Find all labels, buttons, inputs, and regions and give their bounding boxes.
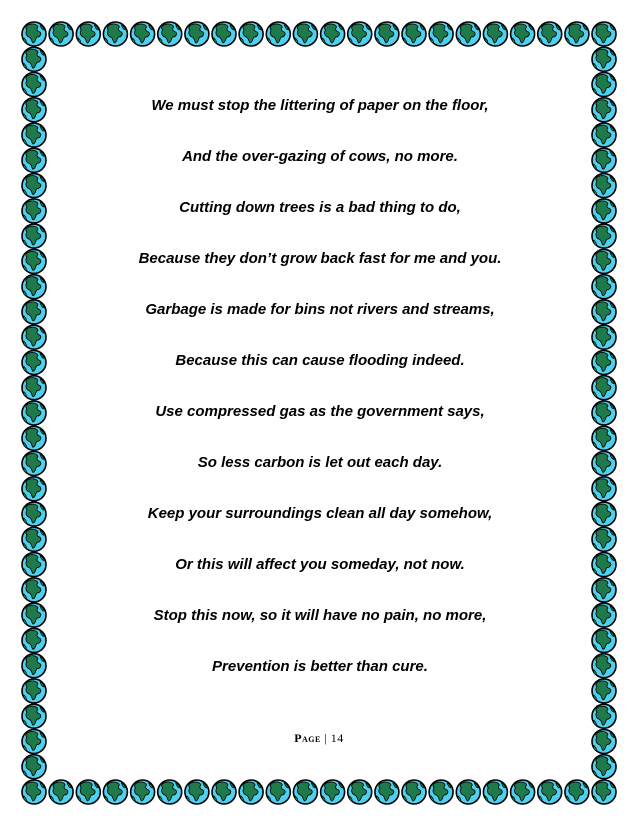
earth-globe-icon <box>592 224 616 248</box>
earth-globe-icon <box>76 22 100 46</box>
earth-globe-icon <box>592 249 616 273</box>
earth-globe-icon <box>131 780 155 804</box>
earth-globe-icon <box>592 376 616 400</box>
earth-globe-icon <box>131 22 155 46</box>
earth-globe-icon <box>22 22 46 46</box>
earth-globe-icon <box>592 401 616 425</box>
earth-globe-icon <box>22 224 46 248</box>
earth-globe-icon <box>49 780 73 804</box>
earth-globe-icon <box>22 477 46 501</box>
earth-globe-icon <box>22 401 46 425</box>
earth-globe-icon <box>565 780 589 804</box>
earth-globe-icon <box>103 780 127 804</box>
poem-line: Stop this now, so it will have no pain, no more, <box>153 607 487 624</box>
page-footer <box>0 731 638 746</box>
earth-globe-icon <box>266 22 290 46</box>
earth-globe-icon <box>22 452 46 476</box>
earth-globe-icon <box>538 780 562 804</box>
earth-globe-icon <box>592 704 616 728</box>
poem-line: Garbage is made for bins not rivers and streams, <box>145 301 495 318</box>
earth-globe-icon <box>22 628 46 652</box>
earth-globe-icon <box>565 22 589 46</box>
earth-globe-icon <box>22 502 46 526</box>
poem-line: We must stop the littering of paper on the floor, <box>151 97 489 114</box>
earth-globe-icon <box>212 22 236 46</box>
poem <box>100 92 540 704</box>
earth-globe-icon <box>592 452 616 476</box>
poem-line: And the over-gazing of cows, no more. <box>182 148 458 165</box>
earth-globe-icon <box>22 174 46 198</box>
earth-globe-icon <box>592 275 616 299</box>
earth-globe-icon <box>321 22 345 46</box>
earth-globe-icon <box>22 654 46 678</box>
earth-globe-icon <box>592 628 616 652</box>
page-separator: | <box>324 731 328 745</box>
earth-globe-icon <box>293 22 317 46</box>
earth-globe-icon <box>22 704 46 728</box>
poem-line: Prevention is better than cure. <box>212 658 428 675</box>
earth-globe-icon <box>592 679 616 703</box>
earth-globe-icon <box>22 351 46 375</box>
earth-globe-icon <box>592 603 616 627</box>
poem-line: Keep your surroundings clean all day somehow, <box>147 505 493 522</box>
earth-globe-icon <box>592 300 616 324</box>
earth-globe-icon <box>592 477 616 501</box>
earth-globe-icon <box>212 780 236 804</box>
earth-globe-icon <box>592 123 616 147</box>
earth-globe-icon <box>239 22 263 46</box>
poem-line: Because this can cause flooding indeed. <box>175 352 465 369</box>
earth-globe-icon <box>592 325 616 349</box>
earth-globe-icon <box>429 22 453 46</box>
earth-globe-icon <box>22 199 46 223</box>
earth-globe-icon <box>592 351 616 375</box>
earth-globe-icon <box>293 780 317 804</box>
earth-globe-icon <box>22 249 46 273</box>
poem-line: So less carbon is let out each day. <box>197 454 443 471</box>
poem-line: Because they don’t grow back fast for me and you. <box>138 250 502 267</box>
earth-globe-icon <box>592 578 616 602</box>
earth-globe-icon <box>103 22 127 46</box>
earth-globe-icon <box>375 780 399 804</box>
poem-line: Use compressed gas as the government says, <box>155 403 485 420</box>
earth-globe-icon <box>22 578 46 602</box>
earth-globe-icon <box>22 148 46 172</box>
earth-globe-icon <box>375 22 399 46</box>
earth-globe-icon <box>511 780 535 804</box>
earth-globe-icon <box>185 780 209 804</box>
earth-globe-icon <box>76 780 100 804</box>
page-label: Page <box>294 731 321 745</box>
earth-globe-icon <box>22 679 46 703</box>
earth-globe-icon <box>348 22 372 46</box>
earth-globe-icon <box>22 325 46 349</box>
earth-globe-icon <box>22 603 46 627</box>
earth-globe-icon <box>239 780 263 804</box>
earth-globe-icon <box>592 98 616 122</box>
earth-globe-icon <box>321 780 345 804</box>
earth-globe-icon <box>483 780 507 804</box>
earth-globe-icon <box>22 553 46 577</box>
earth-globe-icon <box>592 73 616 97</box>
earth-globe-icon <box>592 22 616 46</box>
earth-globe-icon <box>22 755 46 779</box>
earth-globe-icon <box>483 22 507 46</box>
earth-globe-icon <box>456 780 480 804</box>
earth-globe-icon <box>592 199 616 223</box>
earth-globe-icon <box>456 22 480 46</box>
earth-globe-icon <box>266 780 290 804</box>
earth-globe-icon <box>22 780 46 804</box>
earth-globe-icon <box>158 22 182 46</box>
earth-globe-icon <box>22 300 46 324</box>
earth-globe-icon <box>592 502 616 526</box>
earth-globe-icon <box>22 527 46 551</box>
earth-globe-icon <box>158 780 182 804</box>
earth-globe-icon <box>592 174 616 198</box>
earth-globe-icon <box>538 22 562 46</box>
earth-globe-icon <box>49 22 73 46</box>
earth-globe-icon <box>592 527 616 551</box>
poem-line: Or this will affect you someday, not now. <box>175 556 465 573</box>
earth-globe-icon <box>592 148 616 172</box>
earth-globe-icon <box>22 376 46 400</box>
earth-globe-icon <box>22 275 46 299</box>
earth-globe-icon <box>592 780 616 804</box>
earth-globe-icon <box>185 22 209 46</box>
earth-globe-icon <box>22 47 46 71</box>
earth-globe-icon <box>429 780 453 804</box>
earth-globe-icon <box>402 780 426 804</box>
earth-globe-icon <box>22 98 46 122</box>
earth-globe-icon <box>402 22 426 46</box>
earth-globe-icon <box>592 755 616 779</box>
earth-globe-icon <box>592 553 616 577</box>
earth-globe-icon <box>592 47 616 71</box>
earth-globe-icon <box>348 780 372 804</box>
earth-globe-icon <box>22 123 46 147</box>
earth-globe-icon <box>592 426 616 450</box>
earth-globe-icon <box>592 654 616 678</box>
poem-line: Cutting down trees is a bad thing to do, <box>179 199 461 216</box>
earth-globe-icon <box>22 426 46 450</box>
page-number: 14 <box>330 731 344 745</box>
earth-globe-icon <box>511 22 535 46</box>
earth-globe-icon <box>22 73 46 97</box>
